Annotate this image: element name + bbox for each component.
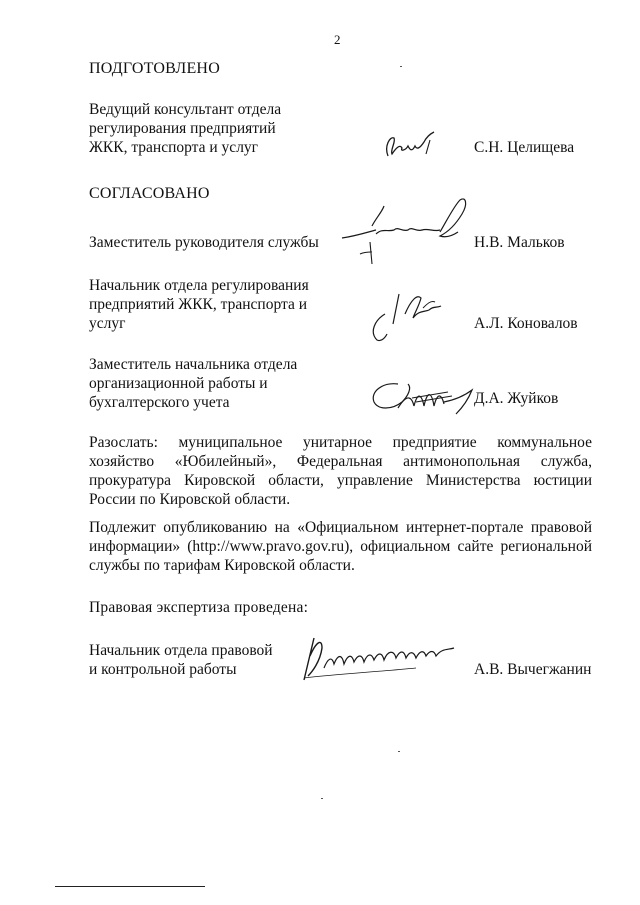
prepared-position: [89, 100, 389, 157]
agreed-position-line: предприятий ЖКК, транспорта и: [89, 296, 307, 313]
page-number: 2: [334, 32, 341, 47]
signature-zhuykov: [368, 372, 480, 418]
publication-paragraph: [89, 518, 592, 575]
agreed-position-line: Заместитель руководителя службы: [89, 234, 319, 251]
agreed-position-2: [89, 276, 389, 333]
agreed-heading: СОГЛАСОВАНО: [89, 185, 210, 202]
legal-review-position-line: и контрольной работы: [89, 661, 237, 678]
agreed-position-line: Начальник отдела регулирования: [89, 277, 309, 294]
legal-review-position-line: Начальник отдела правовой: [89, 642, 273, 659]
scan-speck: [400, 66, 402, 67]
distribution-text: Разослать: муниципальное унитарное предприятие коммунальное хозяйство «Юбилейный», Федеральная антимонопольная служба, прокуратура Кировской области, управление Министерства юстиции России по Кировской области.: [89, 434, 592, 508]
agreed-position-3: [89, 355, 389, 412]
scan-speck: [321, 798, 323, 799]
agreed-position-line: бухгалтерского учета: [89, 394, 230, 411]
signature-tselishcheva: [380, 130, 440, 162]
legal-review-heading: Правовая экспертиза проведена:: [89, 599, 309, 616]
prepared-position-line: ЖКК, транспорта и услуг: [89, 139, 259, 156]
footnote-separator: [55, 886, 205, 887]
publication-text: Подлежит опубликованию на «Официальном интернет-портале правовой информации» (http://www.pravo.gov.ru), официальном сайте региональной службы по тарифам Кировской области.: [89, 519, 592, 574]
prepared-name: С.Н. Целищева: [474, 139, 575, 156]
prepared-position-line: Ведущий консультант отдела: [89, 101, 282, 118]
prepared-position-line: регулирования предприятий: [89, 120, 276, 137]
agreed-name-2: А.Л. Коновалов: [474, 315, 578, 332]
signature-vychegzhanin: [296, 628, 468, 684]
agreed-name-3: Д.А. Жуйков: [474, 390, 559, 407]
legal-review-name: А.В. Вычегжанин: [474, 661, 592, 678]
agreed-position-line: услуг: [89, 315, 126, 332]
signature-malkov: [336, 192, 476, 270]
prepared-heading: ПОДГОТОВЛЕНО: [89, 60, 220, 77]
distribution-paragraph: [89, 433, 592, 509]
agreed-name-1: Н.В. Мальков: [474, 234, 565, 251]
scan-speck: [398, 751, 400, 752]
agreed-position-line: организационной работы и: [89, 375, 268, 392]
agreed-position-line: Заместитель начальника отдела: [89, 356, 298, 373]
signature-konovalov: [365, 280, 455, 346]
